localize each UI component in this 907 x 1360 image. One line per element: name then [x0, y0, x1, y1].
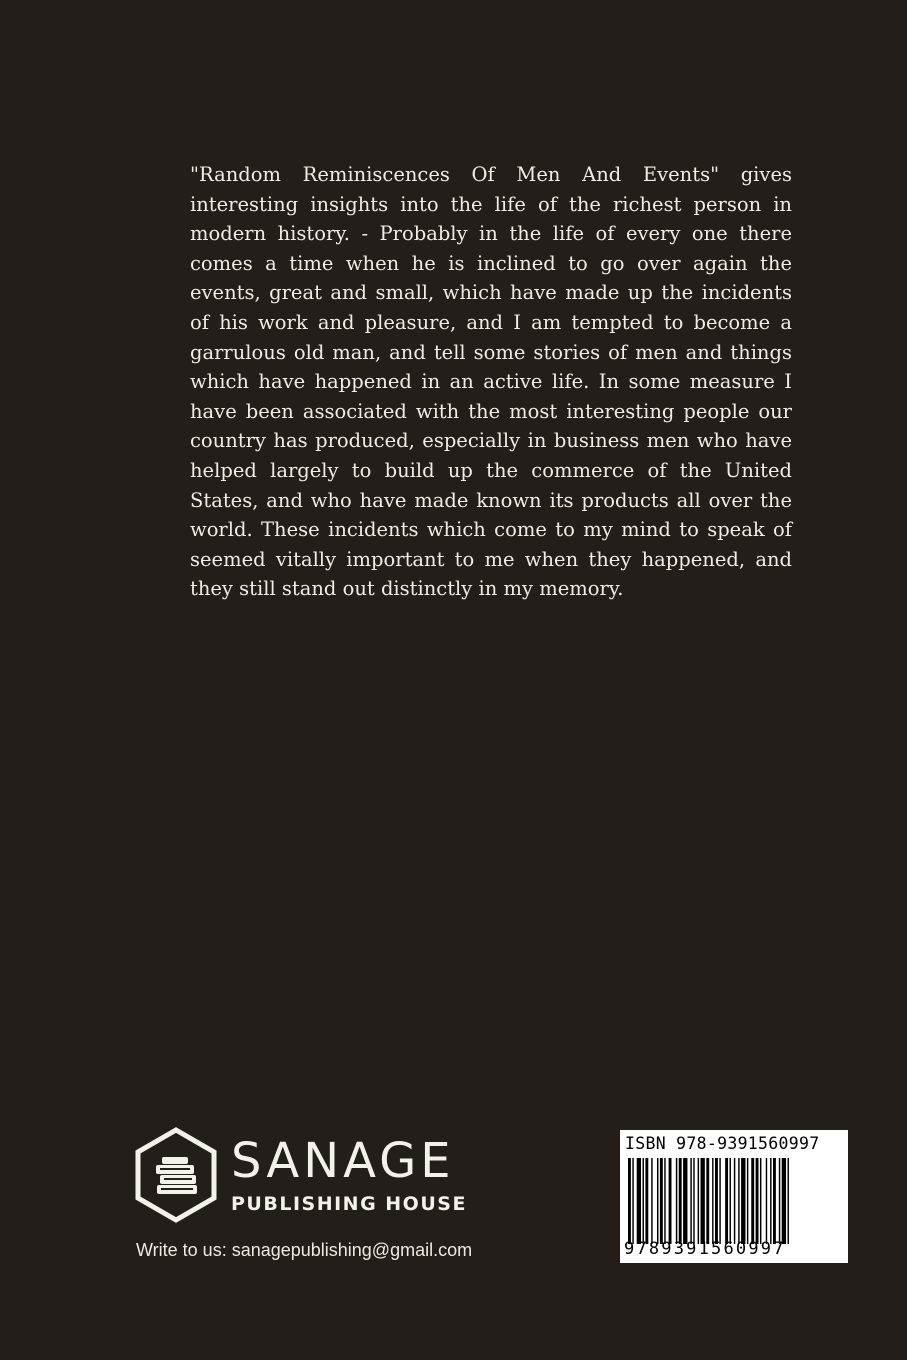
barcode-bar — [719, 1158, 720, 1244]
barcode-bar — [698, 1158, 699, 1244]
barcode-bar — [683, 1158, 687, 1244]
barcode-bar — [637, 1158, 641, 1244]
barcode-bar — [760, 1158, 761, 1244]
barcode-bar — [779, 1158, 780, 1244]
publisher-name: SANAGE — [231, 1133, 455, 1189]
isbn-barcode — [620, 1130, 848, 1263]
barcode-bar — [788, 1158, 789, 1244]
barcode-bar — [693, 1158, 694, 1244]
publisher-logo — [135, 1127, 467, 1223]
barcode-bar — [690, 1158, 691, 1244]
barcode-bar — [712, 1158, 713, 1244]
barcode-bar — [706, 1158, 709, 1244]
barcode-bar — [738, 1158, 739, 1244]
barcode-bar — [679, 1158, 682, 1244]
barcode-bars — [628, 1158, 840, 1244]
barcode-bar — [730, 1158, 731, 1244]
barcode-bar — [643, 1158, 644, 1244]
barcode-bar — [782, 1158, 786, 1244]
barcode-bar — [715, 1158, 718, 1244]
barcode-bar — [676, 1158, 677, 1244]
barcode-bar — [657, 1158, 658, 1244]
barcode-bar — [773, 1158, 776, 1244]
barcode-bar — [701, 1158, 705, 1244]
barcode-bar — [766, 1158, 767, 1244]
barcode-bar — [747, 1158, 748, 1244]
hexagon-books-icon — [135, 1127, 217, 1223]
barcode-bar — [664, 1158, 665, 1244]
barcode-bar — [669, 1158, 672, 1244]
barcode-bar — [725, 1158, 728, 1244]
barcode-bar — [770, 1158, 771, 1244]
barcode-bar — [651, 1158, 652, 1244]
barcode-bar — [756, 1158, 759, 1244]
barcode-bar — [632, 1158, 633, 1244]
publisher-subtitle: PUBLISHING HOUSE — [231, 1193, 467, 1215]
isbn-digits: 9789391560997 — [624, 1239, 786, 1259]
back-cover-blurb: "Random Reminiscences Of Men And Events" gives interesting insights into the life of the richest person in modern history. - Probably in the life of every one there comes a time when he is inclined to go over again the events, great and small, which have made up the incidents of his work and pleasure, and I am tempted to become a garrulous old man, and tell some stories of men and things which have happened in an active life. In some measure I have been associated with the most interesting people our country has produced, especially in business men who have helped largely to build up the commerce of the United States, and who have made known its products all over the world. These incidents which come to my mind to speak of seemed vitally important to me when they happened, and they still stand out distinctly in my memory. — [190, 163, 792, 601]
barcode-bar — [751, 1158, 754, 1244]
barcode-bar — [628, 1158, 631, 1244]
barcode-bar — [734, 1158, 735, 1244]
barcode-bar — [741, 1158, 745, 1244]
barcode-bar — [645, 1158, 648, 1244]
contact-line: Write to us: sanagepublishing@gmail.com — [136, 1240, 473, 1260]
isbn-label: ISBN 978-9391560997 — [625, 1134, 820, 1153]
barcode-bar — [660, 1158, 663, 1244]
